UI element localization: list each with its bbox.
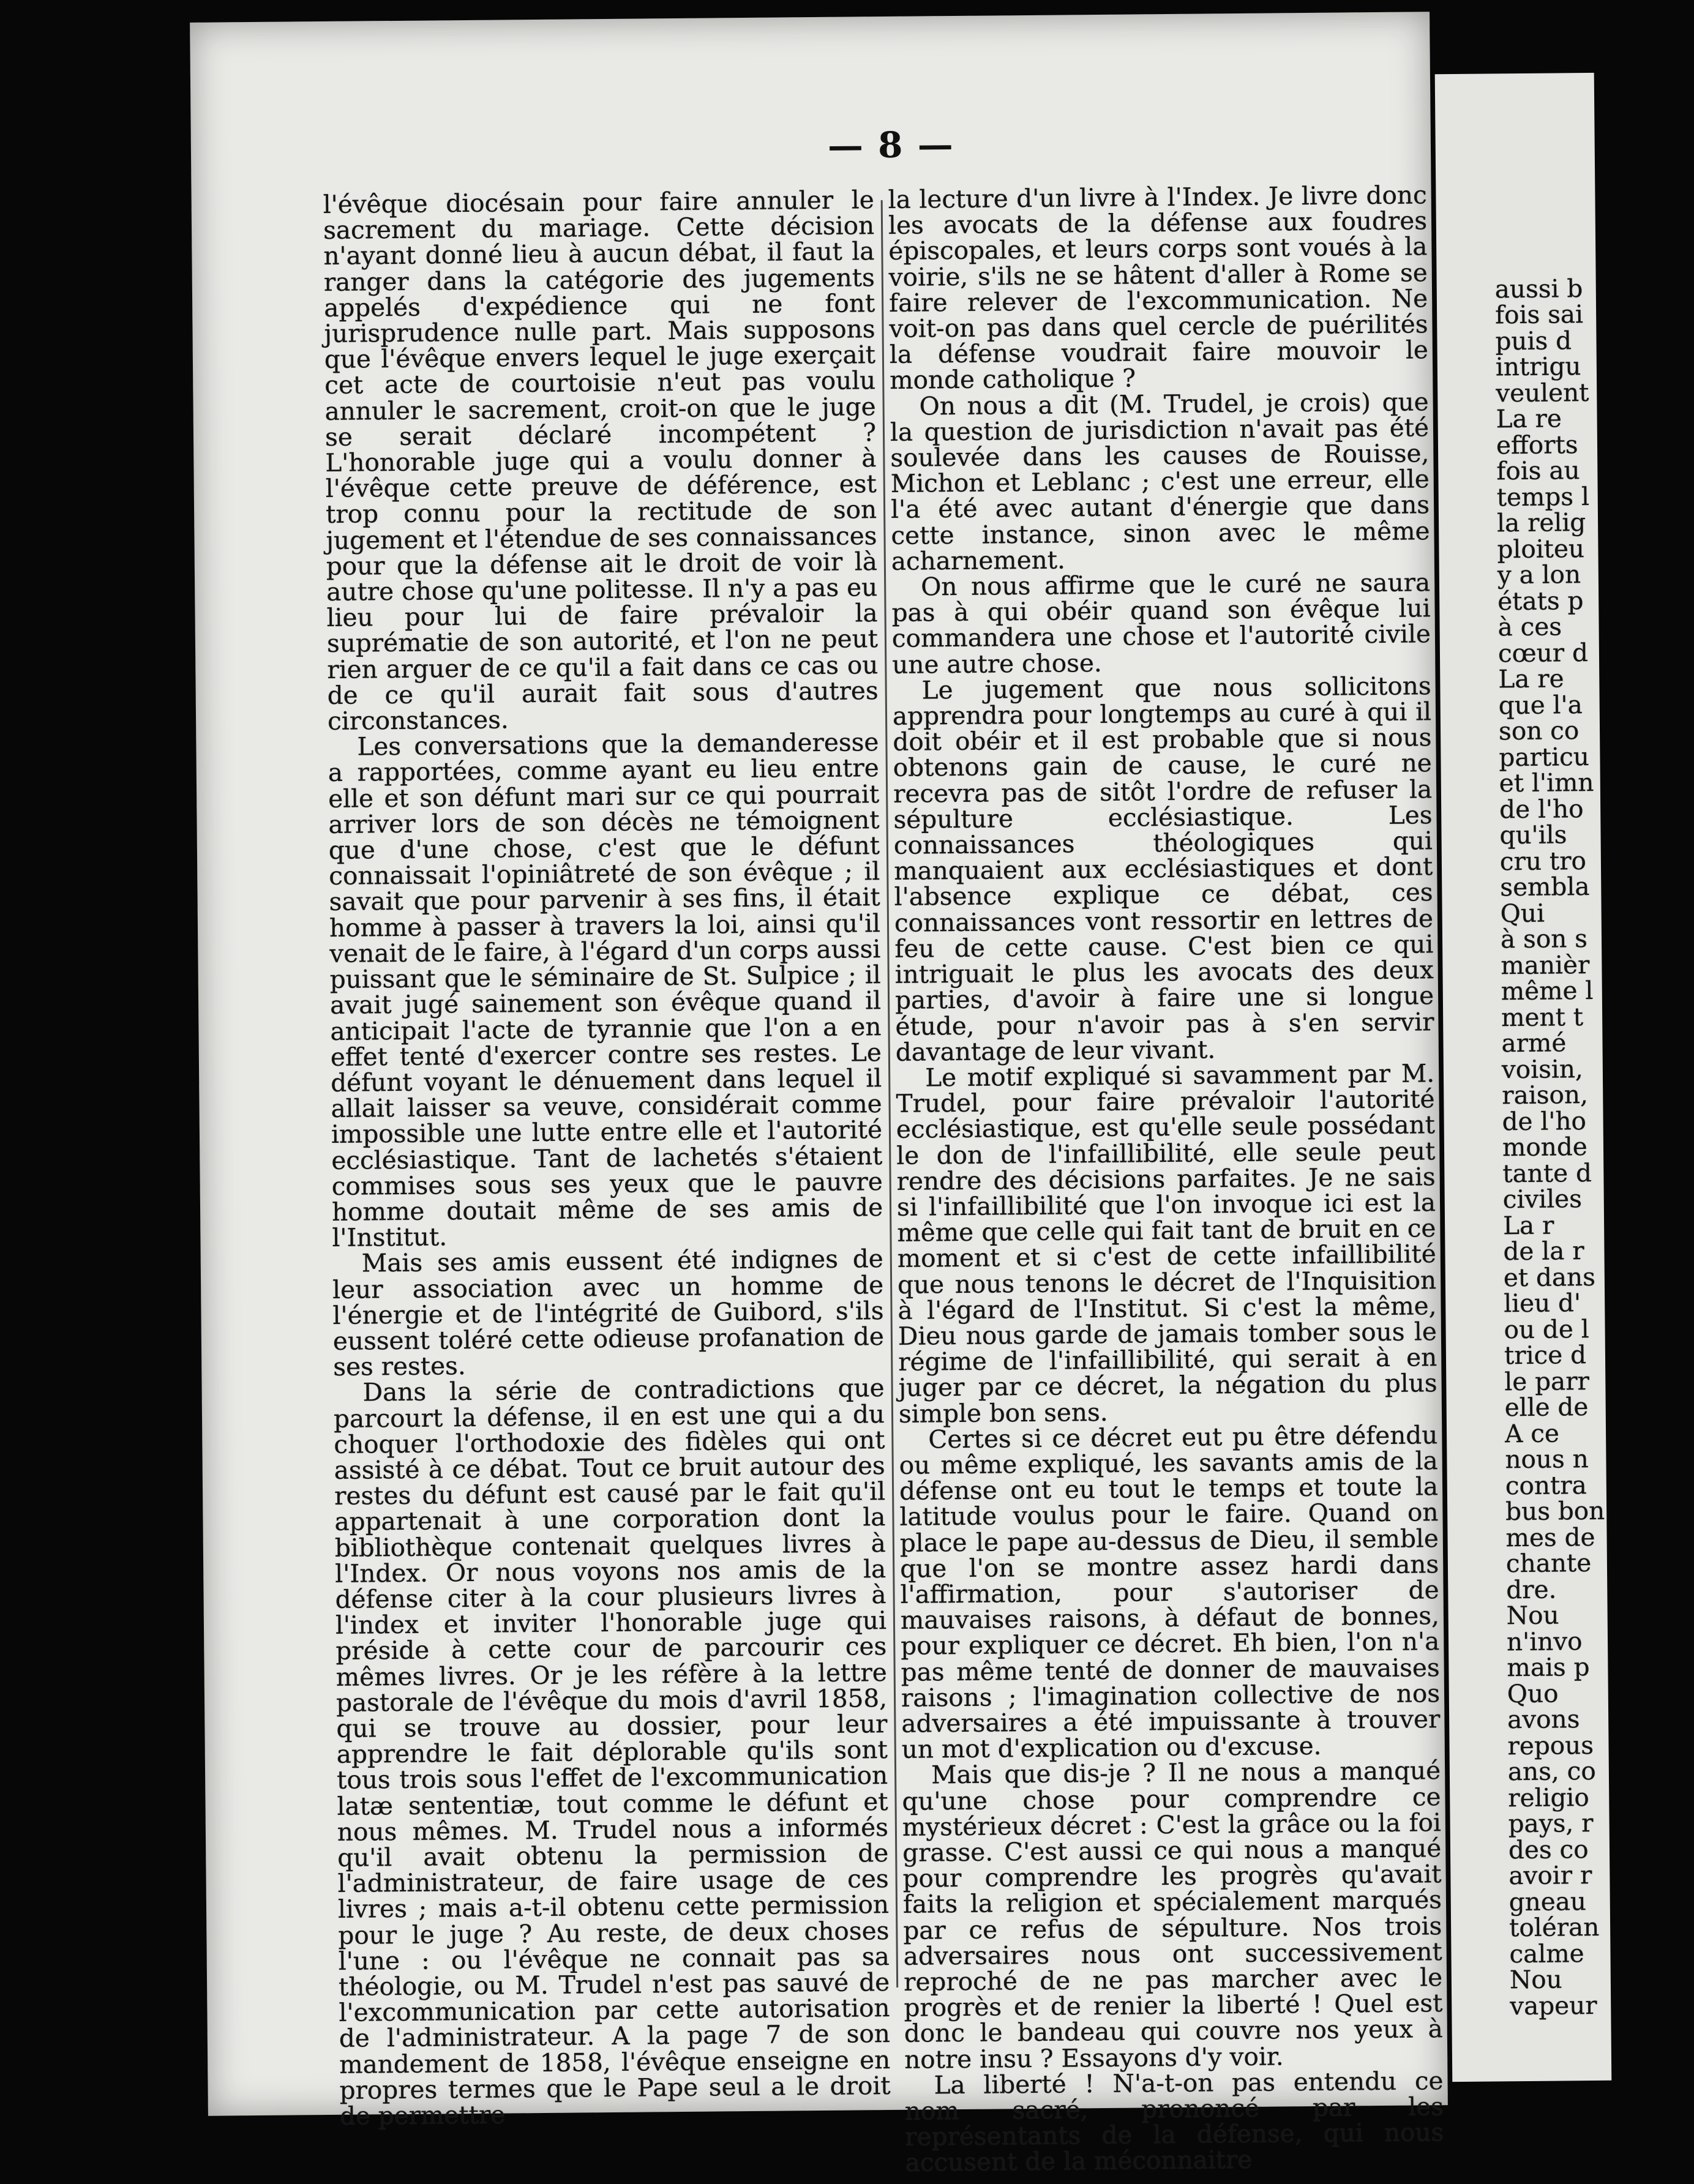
fragment-line: puis d — [1495, 325, 1572, 356]
fragment-line: ment t — [1501, 1001, 1584, 1032]
fragment-line: bus bon — [1505, 1495, 1605, 1527]
fragment-line: même l — [1501, 975, 1594, 1006]
fragment-line: lieu d' — [1504, 1288, 1581, 1318]
fragment-line: La re — [1498, 664, 1564, 694]
fragment-line: gneau — [1508, 1886, 1587, 1917]
fragment-line: mais p — [1507, 1652, 1590, 1683]
fragment-line: pays, r — [1508, 1808, 1594, 1839]
paragraph: Certes si ce décret eut pu être défendu ou même expliqué, les savants amis de la défense ont eu tout le temps et toute la latitude voulus pour le faire. Quand on place le pape au-dessus de Dieu, il semble que l'on se montre assez hardi dans l'affirmation, pour s'autoriser de mauvaises raisons, à défaut de bonnes, pour expliquer ce décret. Eh bien, l'on n'a pas même tenté de donner de mauvaises raisons ; l'imagination collective de nos adversaires a été impuissante à trouver un mot d'explication ou d'excuse. — [899, 1419, 1441, 1765]
fragment-line: elle de — [1504, 1392, 1589, 1423]
next-page-text-fragment — [1494, 249, 1693, 2019]
fragment-line: La re — [1496, 403, 1562, 434]
fragment-line: cœur d — [1497, 637, 1589, 668]
fragment-line: Nou — [1506, 1600, 1559, 1631]
paragraph: Dans la série de contradictions que parcourt la défense, il en est une qui a du choquer l'orthodoxie des fidèles qui ont assisté à ce débat. Tout ce bruit autour des restes du défunt est causé par le fait qu'il appartenait à une corporation dont la bibliothèque contenait quelques livres à l'Index. Or nous voyons nos amis de la défense citer à la cour plusieurs livres à l'index et inviter l'honorable juge qui préside à cette cour de parcourir ces mêmes livres. Or je les réfère à la lettre pastorale de l'évêque du mois d'avril 1858, qui se trouve au dossier, pour leur apprendre le fait déplorable qu'ils sont tous trois sous l'effet de l'excommunication latæ sententiæ, tout comme le défunt et nous mêmes. M. Trudel nous a informés qu'il avait obtenu la permission de l'administrateur, de faire usage de ces livres ; mais a-t-il obtenu cette permission pour le juge ? Au reste, de deux choses l'une : ou l'évêque ne connait pas sa théologie, ou M. Trudel n'est pas sauvé de l'excommunication par cette autorisation de l'administrateur. A la page 7 de son mandement de 1858, l'évêque enseigne en propres termes que le Pape seul a le droit de permettre — [333, 1373, 891, 2131]
paragraph: Le jugement que nous sollicitons apprendra pour longtemps au curé à qui il doit obéir et il est probable que si nous obtenons gain de cause, le curé ne recevra pas de sitôt l'ordre de refuser la sépulture ecclésiastique. Les connaissances théologiques qui manquaient aux ecclésiastiques et dont l'absence explique ce débat, ces connaissances vont ressortir en lettres de feu de cette cause. C'est bien ce qui intriguait le plus les avocats des deux parties, d'avoir à faire une si longue étude, pour n'avoir pas à s'en servir davantage de leur vivant. — [892, 671, 1434, 1067]
fragment-line: voisin, — [1501, 1053, 1584, 1084]
paragraph: On nous affirme que le curé ne saura pas à qui obéir quand son évêque lui commandera une chose et l'autorité civile une autre chose. — [891, 567, 1431, 679]
paragraph: la lecture d'un livre à l'Index. Je livre donc les avocats de la défense aux foudres épiscopales, et leurs corps sont voués à la voirie, s'ils ne se hâtent d'aller à Rome se faire relever de l'excommunication. Ne voit-on pas dans quel cercle de puérilités la défense voudrait faire mouvoir le monde catholique ? — [888, 180, 1429, 395]
fragment-line — [1494, 249, 1678, 276]
fragment-line: Nou — [1509, 1964, 1562, 1995]
fragment-line: intrigu — [1495, 351, 1581, 382]
paragraph: La liberté ! N'a-t-on pas entendu ce nom sacré, prononcé par les représentants de la défense, qui nous accusent de la méconnaitre — [904, 2065, 1444, 2178]
fragment-line: et l'imn — [1499, 767, 1594, 798]
fragment-line: à son s — [1500, 924, 1588, 954]
fragment-line: civiles — [1502, 1184, 1583, 1214]
paragraph: Mais ses amis eussent été indignes de leur association avec un homme de l'énergie et de l'intégrité de Guibord, s'ils eussent toléré cette odieuse profanation de ses restes. — [332, 1244, 885, 1382]
fragment-line: fois au — [1496, 455, 1580, 486]
page-sheet — [190, 12, 1448, 2178]
fragment-line: sembla — [1500, 872, 1590, 902]
fragment-line: armé — [1501, 1028, 1567, 1058]
fragment-line: contra — [1505, 1470, 1587, 1500]
fragment-line: particu — [1499, 741, 1590, 772]
fragment-line: Qui — [1500, 898, 1545, 928]
fragment-line: et dans — [1503, 1262, 1596, 1292]
fragment-line: monde — [1502, 1132, 1587, 1162]
fragment-line: La r — [1502, 1210, 1554, 1240]
paragraph: Le motif expliqué si savamment par M. Trudel, pour faire prévaloir l'autorité ecclésiastique, est qu'elle seule possédant le don de l'infaillibilité, elle seule peut rendre des décisions parfaites. Je ne sais si l'infaillibilité que l'on invoque ici est la même que celle qui fait tant de bruit en ce moment et si c'est de cette infaillibilité que nous tenons le décret de l'Inquisition à l'égard de l'Institut. Si c'est la même, Dieu nous garde de jamais tomber sous le régime de l'infaillibilité, qui serait à en juger par ce décret, la négation du plus simple bon sens. — [896, 1058, 1437, 1429]
fragment-line: toléran — [1508, 1912, 1600, 1943]
fragment-line: ploiteu — [1497, 533, 1585, 564]
fragment-line: le parr — [1504, 1366, 1590, 1396]
fragment-line: de l'ho — [1499, 793, 1584, 824]
fragment-line: trice d — [1504, 1340, 1587, 1371]
fragment-line: que l'a — [1498, 689, 1583, 720]
paragraph: Les conversations que la demanderesse a rapportées, comme ayant eu lieu entre elle et son défunt mari sur ce qui pourrait arriver lors de son décès ne témoignent que d'une chose, c'est que le défunt connaissait l'opiniâtreté de son évêque ; il savait que pour parvenir à ses fins, il était homme à passer à travers la loi, ainsi qu'il venait de le faire, à l'égard d'un corps aussi puissant que le séminaire de St. Sulpice ; il avait jugé sainement son évêque quand il anticipait l'acte de tyrannie que l'on a en effet tenté d'exercer contre ses restes. Le défunt voyant le dénuement dans lequel il allait laisser sa veuve, considérait comme impossible une lutte entre elle et l'autorité ecclésiastique. Tant de lachetés s'étaient commises sous ses yeux que le pauvre homme doutait même de ses amis de l'Institut. — [328, 727, 883, 1253]
fragment-line: aussi b — [1494, 273, 1583, 304]
fragment-line: calme — [1509, 1938, 1584, 1969]
paragraph: Mais que dis-je ? Il ne nous a manqué qu'une chose pour comprendre ce mystérieux décret : C'est la grâce ou la foi grasse. C'est aussi ce qui nous a manqué pour comprendre les progrès qu'avait faits la religion et spécialement marqués par ce refus de sépulture. Nos trois adversaires nous ont successivement reproché de ne pas marcher avec le progrès et de renier la liberté ! Quel est donc le bandeau qui couvre nos yeux à notre insu ? Essayons d'y voir. — [902, 1756, 1444, 2074]
fragment-line: de l'ho — [1502, 1105, 1587, 1136]
fragment-line: de la r — [1503, 1236, 1584, 1266]
fragment-line: à ces — [1497, 611, 1562, 642]
fragment-line: Quo — [1507, 1678, 1559, 1708]
fragment-line: cru tro — [1499, 845, 1587, 876]
fragment-line: fois sai — [1494, 299, 1584, 330]
fragment-line: avoir r — [1508, 1860, 1592, 1891]
fragment-line: manièr — [1501, 949, 1590, 980]
fragment-line: mes de — [1505, 1522, 1595, 1552]
fragment-line: vapeur — [1510, 1990, 1597, 2021]
fragment-line: ou de l — [1504, 1314, 1589, 1344]
fragment-line: dre. — [1506, 1574, 1557, 1604]
fragment-line: ans, co — [1507, 1756, 1596, 1787]
paragraph: On nous a dit (M. Trudel, je crois) que la question de jurisdiction n'avait pas été soulevée dans les causes de Rouisse, Michon et Leblanc ; c'est une erreur, elle l'a été avec autant d'énergie que dans cette instance, sinon avec le même acharnement. — [890, 386, 1430, 576]
fragment-line: veulent — [1496, 377, 1589, 408]
fragment-line: efforts — [1496, 429, 1578, 460]
next-page-edge — [1435, 73, 1612, 2082]
fragment-line: religio — [1508, 1782, 1589, 1812]
fragment-line: son co — [1498, 716, 1580, 746]
fragment-line: repous — [1507, 1730, 1594, 1760]
fragment-line: A ce — [1504, 1418, 1560, 1448]
fragment-line: raison, — [1502, 1080, 1589, 1110]
fragment-line: y a lon — [1497, 559, 1581, 590]
fragment-line: des co — [1508, 1834, 1589, 1864]
left-text-column — [323, 187, 891, 2129]
page-number: — 8 — — [827, 124, 954, 166]
fragment-line: chante — [1505, 1548, 1592, 1579]
paragraph: l'évêque diocésain pour faire annuler le sacrement du mariage. Cette décision n'ayant donné lieu à aucun débat, il faut la ranger dans la catégorie des jugements appelés d'expédience qui ne font jurisprudence nulle part. Mais supposons que l'évêque envers lequel le juge exerçait cet acte de courtoisie n'eut pas voulu annuler le sacrement, croit-on que le juge se serait déclaré incompétent ? L'honorable juge qui a voulu donner à l'évêque cette preuve de déférence, est trop connu pour la rectitude de son jugement et l'étendue de ses connaissances pour que la défense ait le droit de voir là autre chose qu'une politesse. Il n'y a pas eu lieu pour lui de faire prévaloir la suprématie de son autorité, et l'on ne peut rien arguer de ce qu'il a fait dans ce cas ou de ce qu'il aurait fait sous d'autres circonstances. — [323, 185, 879, 736]
fragment-line: qu'ils — [1499, 820, 1567, 850]
fragment-line: avons — [1507, 1704, 1580, 1735]
fragment-line: temps l — [1496, 481, 1590, 512]
fragment-line: nous n — [1505, 1444, 1589, 1475]
fragment-line: n'invo — [1506, 1626, 1583, 1656]
fragment-line: la relig — [1496, 507, 1586, 538]
middle-text-column — [888, 180, 1444, 2178]
fragment-line: états p — [1497, 585, 1584, 616]
fragment-line: tante d — [1502, 1157, 1592, 1188]
